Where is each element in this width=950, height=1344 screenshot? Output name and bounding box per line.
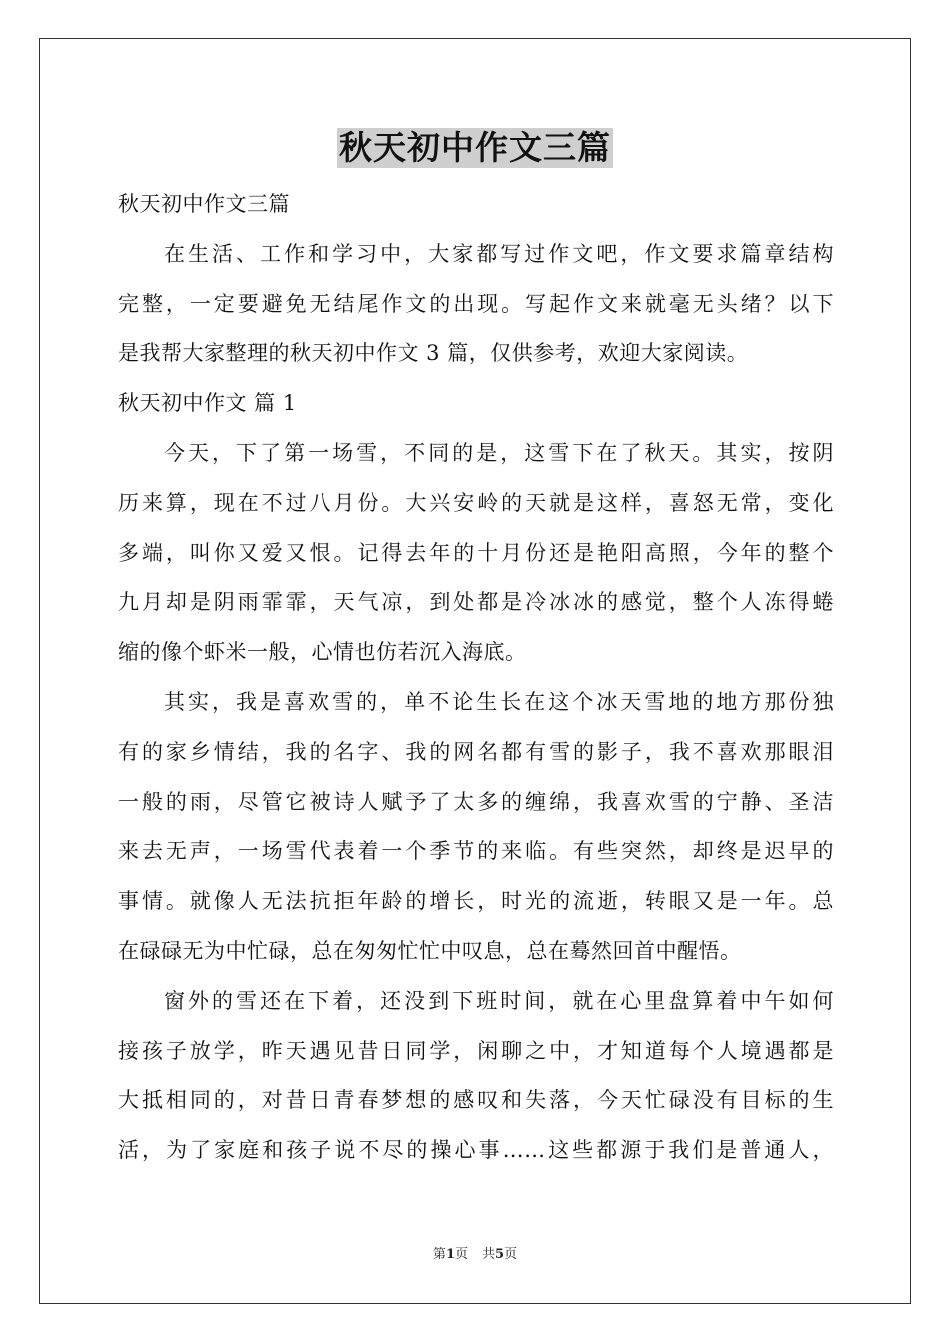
section-heading: 秋天初中作文三篇 — [118, 192, 290, 216]
body-text-line: 多端，叫你又爱又恨。记得去年的十月份还是艳阳高照，今年的整个 — [118, 540, 834, 565]
body-text-line: 有的家乡情结，我的名字、我的网名都有雪的影子，我不喜欢那眼泪 — [118, 739, 834, 764]
body-text-line: 缩的像个虾米一般，心情也仿若沉入海底。 — [118, 640, 527, 665]
title-container — [0, 128, 950, 168]
body-text-line: 大抵相同的，对昔日青春梦想的感叹和失落，今天忙碌没有目标的生 — [118, 1088, 834, 1113]
body-text-line: 活，为了家庭和孩子说不尽的操心事……这些都源于我们是普通人， — [118, 1138, 834, 1163]
total-prefix: 共 — [482, 1247, 496, 1262]
section-heading: 秋天初中作文 篇 1 — [118, 391, 297, 416]
body-text-line: 在碌碌无为中忙碌，总在匆匆忙忙中叹息，总在蓦然回首中醒悟。 — [118, 938, 742, 963]
body-text-line: 在生活、工作和学习中，大家都写过作文吧，作文要求篇章结构 — [164, 241, 834, 266]
body-text-line: 是我帮大家整理的秋天初中作文 3 篇，仅供参考，欢迎大家阅读。 — [118, 341, 749, 366]
body-text-line: 事情。就像人无法抗拒年龄的增长，时光的流逝，转眼又是一年。总 — [118, 889, 834, 914]
document-body — [118, 180, 834, 1176]
body-text-line: 九月却是阴雨霏霏，天气凉，到处都是冷冰冰的感觉，整个人冻得蜷 — [118, 590, 834, 615]
body-text-line: 窗外的雪还在下着，还没到下班时间，就在心里盘算着中午如何 — [164, 988, 834, 1013]
page-current: 1 — [445, 1247, 455, 1262]
body-text-line: 来去无声，一场雪代表着一个季节的来临。有些突然，却终是迟早的 — [118, 839, 834, 864]
body-text-line: 接孩子放学，昨天遇见昔日同学，闲聊之中，才知道每个人境遇都是 — [118, 1038, 834, 1063]
document-title: 秋天初中作文三篇 — [339, 128, 611, 167]
body-text-line: 一般的雨，尽管它被诗人赋予了太多的缠绵，我喜欢雪的宁静、圣洁 — [118, 789, 834, 814]
page-total: 5 — [495, 1247, 505, 1262]
page-prefix: 第 — [432, 1247, 446, 1262]
page-unit: 页 — [454, 1247, 468, 1262]
body-text-line: 其实，我是喜欢雪的，单不论生长在这个冰天雪地的地方那份独 — [164, 689, 834, 714]
body-text-line: 完整，一定要避免无结尾作文的出现。写起作文来就毫无头绪？以下 — [118, 291, 834, 316]
body-text-line: 今天，下了第一场雪，不同的是，这雪下在了秋天。其实，按阴 — [164, 440, 834, 465]
page-footer — [0, 1245, 950, 1265]
body-text-line: 历来算，现在不过八月份。大兴安岭的天就是这样，喜怒无常，变化 — [118, 490, 834, 515]
total-unit: 页 — [504, 1247, 518, 1262]
